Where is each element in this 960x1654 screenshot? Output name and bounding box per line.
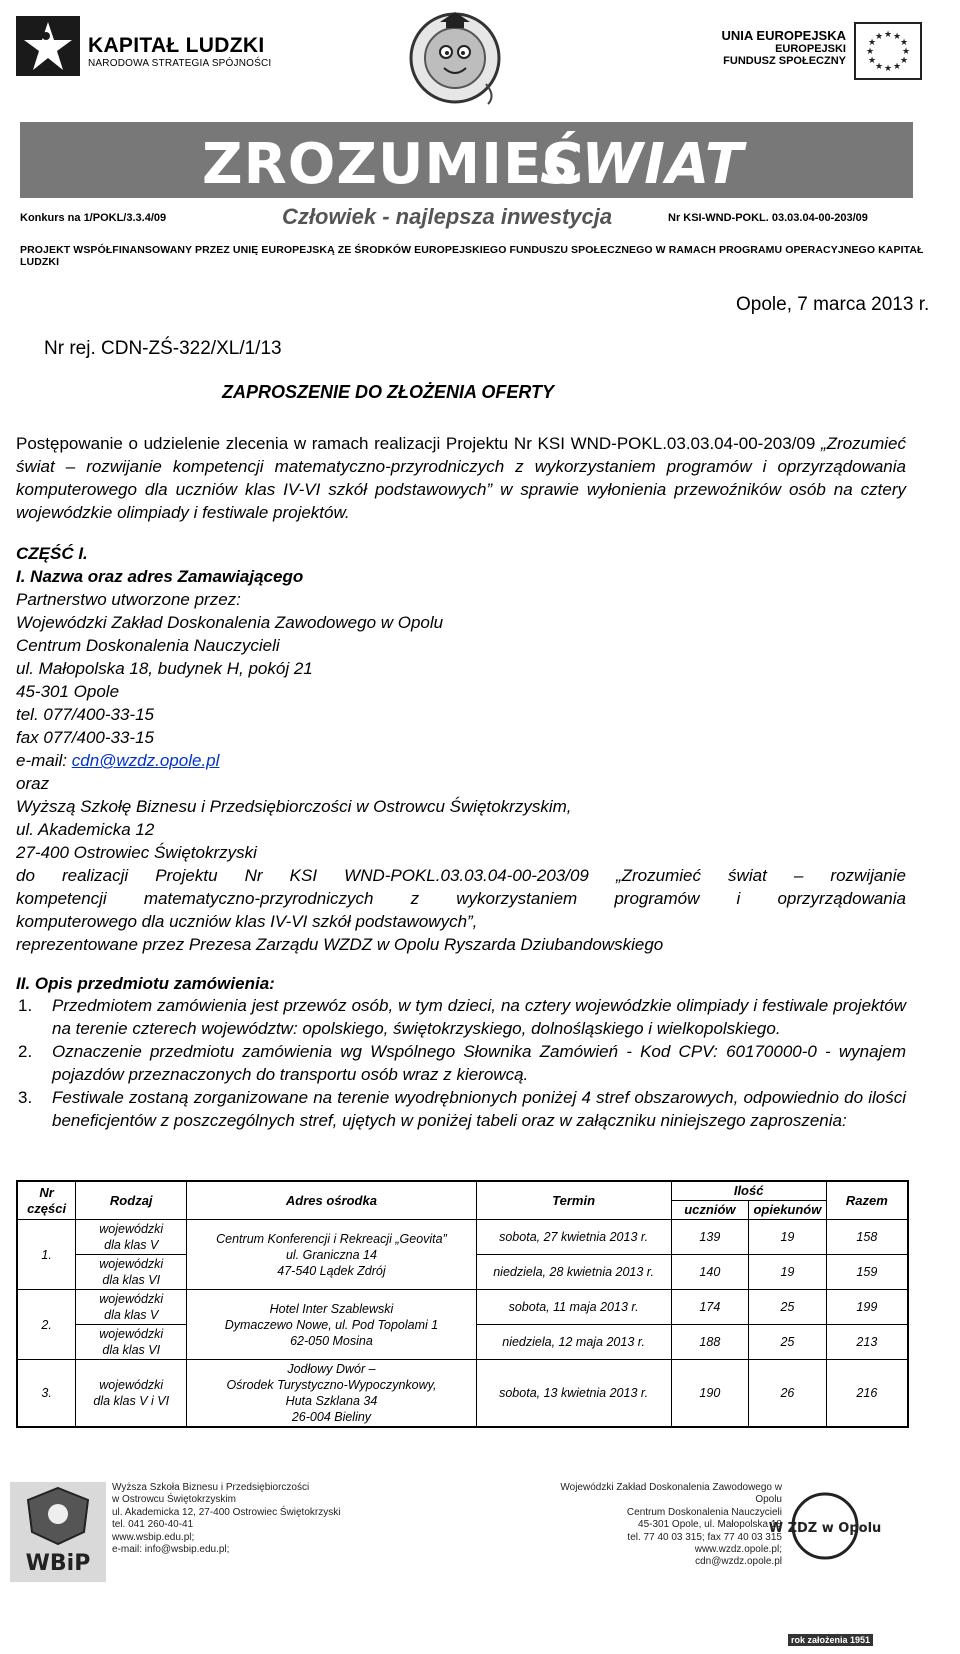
cell-uczniow: 139 <box>671 1220 749 1255</box>
wzdz-line: cdn@wzdz.opole.pl <box>695 1556 782 1568</box>
wzdz-established: rok założenia 1951 <box>788 1634 873 1646</box>
org1-email-line <box>16 749 906 772</box>
cell-nr: 2. <box>17 1290 76 1360</box>
org1-tel: tel. 077/400-33-15 <box>16 705 154 724</box>
kapital-ludzki-subtitle: NARODOWA STRATEGIA SPÓJNOŚCI <box>88 58 272 69</box>
zrozumiec-swiat-emblem <box>400 4 510 110</box>
section-1 <box>16 542 906 956</box>
section-1-title: I. Nazwa oraz adres Zamawiającego <box>16 567 304 586</box>
wbip-line: w Ostrowcu Świętokrzyskim <box>112 1494 236 1506</box>
cell-razem: 159 <box>826 1255 908 1290</box>
org1-name: Wojewódzki Zakład Doskonalenia Zawodowego w Opolu <box>16 613 444 632</box>
nr-ksi: Nr KSI-WND-POKL. 03.03.04-00-203/09 <box>668 212 868 224</box>
registration-number: Nr rej. CDN-ZŚ-322/XL/1/13 <box>44 338 282 359</box>
czesc-label: CZĘŚĆ I. <box>16 544 88 563</box>
wzdz-logo-text: W ZDZ w Opolu <box>768 1521 882 1536</box>
cell-opiekunow: 25 <box>749 1325 827 1360</box>
adres-line: Jodłowy Dwór – <box>287 1362 376 1376</box>
wbip-logo <box>10 1482 106 1582</box>
wzdz-line: 45-301 Opole, ul. Małopolska 18 <box>638 1519 782 1531</box>
cell-rodzaj <box>76 1255 187 1290</box>
kapital-ludzki-star-icon <box>16 16 80 76</box>
list-item <box>16 1086 906 1132</box>
list-item <box>16 994 906 1040</box>
wzdz-line: Centrum Doskonalenia Nauczycieli <box>626 1506 782 1518</box>
header-nr: Nr części <box>17 1181 76 1220</box>
header-ilosc: Ilość <box>671 1181 826 1201</box>
header-rodzaj: Rodzaj <box>76 1181 187 1220</box>
cell-uczniow: 190 <box>671 1360 749 1428</box>
table-row <box>17 1220 908 1255</box>
list-item-number: 1. <box>18 996 33 1015</box>
adres-line: Hotel Inter Szablewski <box>269 1301 394 1316</box>
svg-text:★: ★ <box>899 38 909 48</box>
wbip-crest-icon <box>10 1482 106 1582</box>
org2-street: ul. Akademicka 12 <box>16 820 155 839</box>
cell-adres <box>187 1290 476 1360</box>
cell-nr: 3. <box>17 1360 76 1428</box>
cell-opiekunow: 19 <box>749 1220 827 1255</box>
svg-text:★: ★ <box>867 56 877 66</box>
header-opiekunow: opiekunów <box>749 1201 827 1220</box>
rodzaj-line: dla klas V i VI <box>93 1394 170 1408</box>
postepowanie-text-b: „Zrozumieć świat – rozwijanie kompetencji matematyczno-przyrodniczych z wykorzystaniem programów i oprzyrządowania komputerowego dla uczniów klas IV-VI szkół podstawowych” w sprawie wyłonienia przewoźników osób na cztery wojewódzkie olimpiady i festiwale projektów. <box>16 434 906 522</box>
cell-termin: sobota, 27 kwietnia 2013 r. <box>476 1220 671 1255</box>
svg-text:★: ★ <box>874 62 884 72</box>
cell-razem: 158 <box>826 1220 908 1255</box>
org2-name: Wyższą Szkołę Biznesu i Przedsiębiorczości w Ostrowcu Świętokrzyskim, <box>16 797 572 816</box>
cell-opiekunow: 19 <box>749 1255 827 1290</box>
document-heading: ZAPROSZENIE DO ZŁOŻENIA OFERTY <box>222 382 555 402</box>
rodzaj-line: wojewódzki <box>99 1378 164 1392</box>
realizacja-line-2: kompetencji matematyczno-przyrodniczych z wykorzystaniem programów i oprzyrządowania <box>16 889 906 908</box>
org1-fax: fax 077/400-33-15 <box>16 728 154 747</box>
banner-title-word-1: ZROZUMIEĆ <box>202 132 585 197</box>
cell-termin: sobota, 11 maja 2013 r. <box>476 1290 671 1325</box>
cell-adres <box>187 1360 476 1428</box>
svg-text:★: ★ <box>883 30 893 40</box>
cell-rodzaj <box>76 1290 187 1325</box>
org1-unit: Centrum Doskonalenia Nauczycieli <box>16 636 280 655</box>
cell-uczniow: 188 <box>671 1325 749 1360</box>
ue-line-2: EUROPEJSKI <box>775 43 846 55</box>
adres-line: ul. Graniczna 14 <box>285 1247 377 1262</box>
rodzaj-line: dla klas V <box>104 1238 159 1252</box>
globe-mascot-icon <box>400 4 510 110</box>
list-item <box>16 1040 906 1086</box>
postepowanie-text-a: Postępowanie o udzielenie zlecenia w ramach realizacji Projektu Nr KSI WND-POKL.03.03.04-00-203/09 <box>16 434 821 453</box>
wbip-line: Wyższa Szkoła Biznesu i Przedsiębiorczości <box>112 1482 310 1493</box>
adres-line: Dymaczewo Nowe, ul. Pod Topolami 1 <box>224 1317 439 1332</box>
header-uczniow: uczniów <box>671 1201 749 1220</box>
rodzaj-line: dla klas V <box>104 1308 159 1322</box>
cell-uczniow: 140 <box>671 1255 749 1290</box>
table-row <box>17 1290 908 1325</box>
header-razem: Razem <box>826 1181 908 1220</box>
adres-line: 26-004 Bieliny <box>291 1410 372 1424</box>
banner-title-word-2: ŚWIAT <box>540 132 745 197</box>
adres-line: Ośrodek Turystyczno-Wypoczynkowy, <box>226 1378 437 1392</box>
wzdz-shield-icon <box>768 1488 882 1568</box>
section-2-title: II. Opis przedmiotu zamówienia: <box>16 974 275 993</box>
svg-text:★: ★ <box>901 47 911 57</box>
table-header-row <box>17 1181 908 1201</box>
wbip-line: ul. Akademicka 12, 27-400 Ostrowiec Świętokrzyski <box>112 1506 341 1518</box>
adres-line: Huta Szklana 34 <box>285 1394 378 1408</box>
rodzaj-line: wojewódzki <box>99 1327 164 1341</box>
cell-razem: 199 <box>826 1290 908 1325</box>
svg-text:★: ★ <box>892 62 902 72</box>
adres-line: 62-050 Mosina <box>290 1333 373 1348</box>
wbip-logo-text: WBiP <box>25 1551 91 1576</box>
svg-text:★: ★ <box>865 47 875 57</box>
cell-termin: niedziela, 12 maja 2013 r. <box>476 1325 671 1360</box>
email-label: e-mail: <box>16 751 72 770</box>
list-item-text: Przedmiotem zamówienia jest przewóz osób, w tym dzieci, na cztery wojewódzkie olimpiady i festiwale projektów na terenie czterech województw: opolskiego, świętokrzyskiego, dolnośląskiego i wielkopolskiego. <box>52 996 906 1038</box>
postepowanie-paragraph <box>16 432 906 524</box>
wbip-line: e-mail: info@wsbip.edu.pl; <box>112 1544 230 1556</box>
adres-line: Centrum Konferencji i Rekreacji „Geovita” <box>216 1231 447 1246</box>
cell-termin: niedziela, 28 kwietnia 2013 r. <box>476 1255 671 1290</box>
svg-text:★: ★ <box>883 64 893 74</box>
realizacja-line-1: do realizacji Projektu Nr KSI WND-POKL.03.03.04-00-203/09 „Zrozumieć świat – rozwijanie <box>16 866 906 885</box>
cofinancing-note: PROJEKT WSPÓŁFINANSOWANY PRZEZ UNIĘ EUROPEJSKĄ ZE ŚRODKÓW EUROPEJSKIEGO FUNDUSZU SPOŁECZNEGO W RAMACH PROGRAMU OPERACYJNEGO KAPITAŁ LUDZKI <box>20 244 924 268</box>
orders-table <box>16 1180 909 1428</box>
adres-line: 47-540 Lądek Zdrój <box>277 1263 386 1278</box>
reprezentowane-line: reprezentowane przez Prezesa Zarządu WZDZ w Opolu Ryszarda Dziubandowskiego <box>16 935 664 954</box>
cell-rodzaj <box>76 1360 187 1428</box>
oraz-label: oraz <box>16 774 50 793</box>
konkurs-number: Konkurs na 1/POKL/3.3.4/09 <box>20 212 167 224</box>
list-item-number: 3. <box>18 1088 33 1107</box>
partnerstwo-label: Partnerstwo utworzone przez: <box>16 590 241 609</box>
wzdz-line: tel. 77 40 03 315; fax 77 40 03 315 <box>627 1531 782 1543</box>
rodzaj-line: wojewódzki <box>99 1257 164 1271</box>
rodzaj-line: dla klas VI <box>102 1273 161 1287</box>
cell-rodzaj <box>76 1220 187 1255</box>
cell-nr: 1. <box>17 1220 76 1290</box>
email-link[interactable]: cdn@wzdz.opole.pl <box>71 751 220 770</box>
ue-text-block <box>686 28 846 67</box>
rodzaj-line: wojewódzki <box>99 1222 164 1236</box>
wbip-line: tel. 041 260-40-41 <box>112 1519 194 1531</box>
eu-flag-icon <box>854 22 922 80</box>
project-motto: Człowiek - najlepsza inwestycja <box>282 204 613 229</box>
wbip-contact <box>112 1482 340 1556</box>
wzdz-logo <box>768 1488 882 1568</box>
wbip-line: www.wsbip.edu.pl; <box>112 1531 195 1543</box>
section-2-list <box>16 994 906 1132</box>
eu-flag <box>854 22 922 85</box>
kapital-ludzki-title: KAPITAŁ LUDZKI <box>88 34 265 57</box>
header-termin: Termin <box>476 1181 671 1220</box>
rodzaj-line: wojewódzki <box>99 1292 164 1306</box>
document-date: Opole, 7 marca 2013 r. <box>736 294 930 315</box>
svg-text:★: ★ <box>892 32 902 42</box>
cell-opiekunow: 25 <box>749 1290 827 1325</box>
realizacja-line-3: komputerowego dla uczniów klas IV-VI szkół podstawowych”, <box>16 912 478 931</box>
svg-text:★: ★ <box>874 32 884 42</box>
cell-adres <box>187 1220 476 1290</box>
cell-razem: 213 <box>826 1325 908 1360</box>
org2-city: 27-400 Ostrowiec Świętokrzyski <box>16 843 257 862</box>
cell-uczniow: 174 <box>671 1290 749 1325</box>
svg-text:★: ★ <box>899 56 909 66</box>
header-adres: Adres ośrodka <box>187 1181 476 1220</box>
table-row <box>17 1360 908 1428</box>
cell-termin: sobota, 13 kwietnia 2013 r. <box>476 1360 671 1428</box>
wzdz-contact <box>542 1482 782 1569</box>
cell-razem: 216 <box>826 1360 908 1428</box>
wzdz-line: www.wzdz.opole.pl; <box>694 1544 782 1556</box>
rodzaj-line: dla klas VI <box>102 1343 161 1357</box>
org1-city: 45-301 Opole <box>16 682 120 701</box>
org1-street: ul. Małopolska 18, budynek H, pokój 21 <box>16 659 313 678</box>
cell-opiekunow: 26 <box>749 1360 827 1428</box>
list-item-text: Oznaczenie przedmiotu zamówienia wg Wspólnego Słownika Zamówień - Kod CPV: 60170000-0 - wynajem pojazdów przeznaczonych do transportu osób wraz z kierowcą. <box>52 1042 906 1084</box>
ue-line-3: FUNDUSZ SPOŁECZNY <box>723 55 846 67</box>
wzdz-line: Wojewódzki Zakład Doskonalenia Zawodowego w Opolu <box>560 1482 782 1506</box>
list-item-number: 2. <box>18 1042 33 1061</box>
cell-rodzaj <box>76 1325 187 1360</box>
ue-line-1: UNIA EUROPEJSKA <box>721 28 846 43</box>
list-item-text: Festiwale zostaną zorganizowane na terenie wyodrębnionych poniżej 4 stref obszarowych, odpowiednio do ilości beneficjentów z poszczególnych stref, ujętych w poniżej tabeli oraz w załączniku niniejszego zaproszenia: <box>52 1088 906 1130</box>
svg-text:★: ★ <box>867 38 877 48</box>
